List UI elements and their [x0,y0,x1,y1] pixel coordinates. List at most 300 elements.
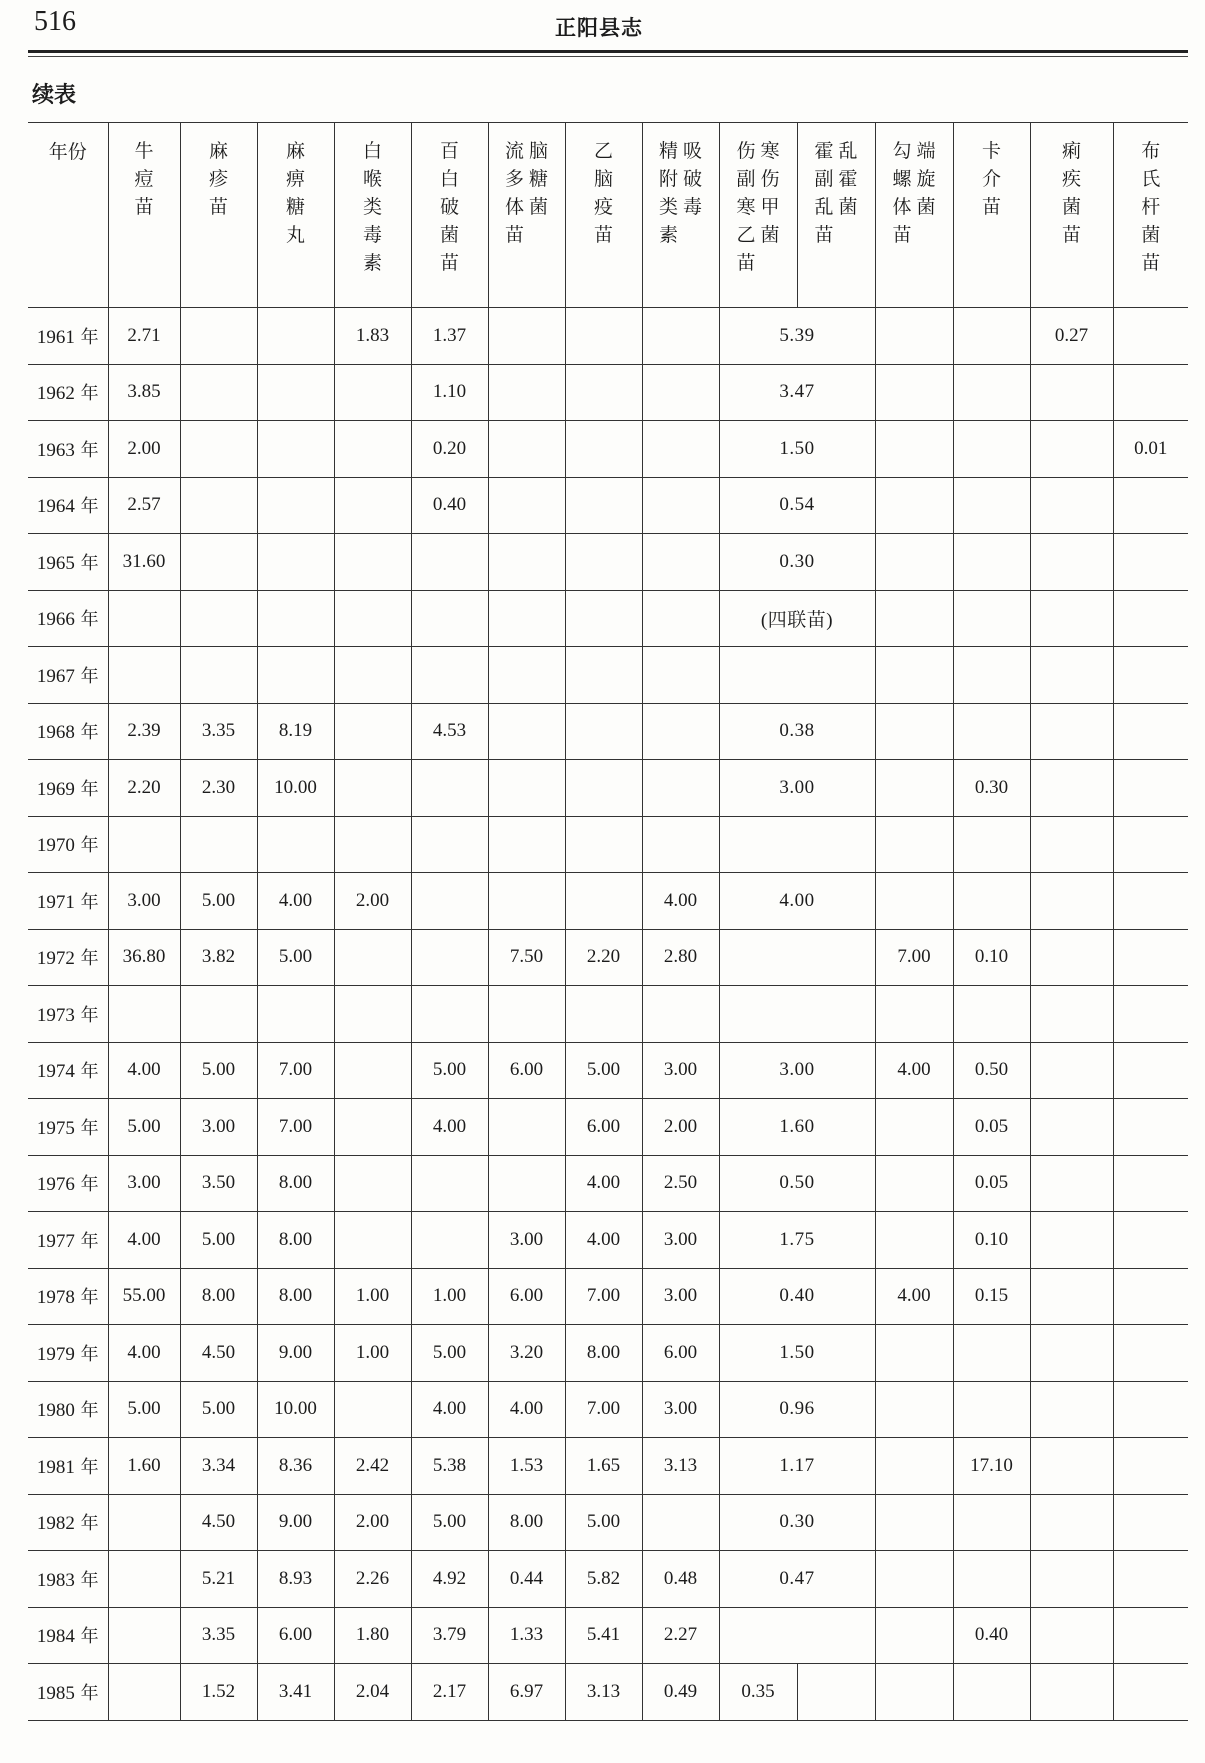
table-cell: 5.00 [565,1494,642,1551]
table-cell [565,760,642,817]
table-cell: 31.60 [108,534,180,591]
table-cell: 0.40 [411,477,488,534]
table-cell [1030,1664,1113,1721]
table-cell [411,816,488,873]
table-cell [875,1664,953,1721]
table-cell: 3.00 [180,1099,257,1156]
table-cell: 0.47 [719,1551,875,1608]
table-cell: 0.30 [953,760,1030,817]
table-row [28,477,1188,534]
table-cell: 4.00 [257,873,334,930]
year-cell: 1976 年 [28,1155,108,1212]
table-cell [875,1494,953,1551]
header-rule-thin [28,56,1188,57]
year-cell: 1984 年 [28,1607,108,1664]
table-cell: 3.79 [411,1607,488,1664]
table-cell [953,534,1030,591]
table-cell: 4.00 [719,873,875,930]
table-cell: 1.33 [488,1607,565,1664]
table-cell: 5.00 [180,873,257,930]
table-cell [875,1155,953,1212]
table-cell [953,1325,1030,1382]
table-cell [875,1325,953,1382]
table-cell: 3.41 [257,1664,334,1721]
table-cell: 0.96 [719,1381,875,1438]
table-cell: 6.00 [642,1325,719,1382]
table-cell [334,1155,411,1212]
table-cell [953,308,1030,365]
table-cell [565,534,642,591]
table-row [28,1042,1188,1099]
table-cell: 5.41 [565,1607,642,1664]
table-cell: 8.00 [257,1155,334,1212]
continued-table-label: 续表 [32,82,77,108]
table-cell: 6.00 [488,1268,565,1325]
table-cell: 5.39 [719,308,875,365]
table-cell [953,986,1030,1043]
table-cell [953,1551,1030,1608]
table-row [28,534,1188,591]
table-cell [1113,647,1188,704]
table-cell [1113,1325,1188,1382]
table-cell [108,1551,180,1608]
table-cell: 36.80 [108,929,180,986]
table-cell [488,760,565,817]
table-cell [334,703,411,760]
table-cell [1113,364,1188,421]
table-cell: 2.00 [334,1494,411,1551]
column-header: 麻 疹 苗 [180,123,257,308]
table-cell [797,1664,875,1721]
table-cell [411,647,488,704]
table-cell: 2.20 [108,760,180,817]
table-cell [953,703,1030,760]
table-cell [488,873,565,930]
year-cell: 1962 年 [28,364,108,421]
table-cell: 3.85 [108,364,180,421]
table-cell [411,929,488,986]
table-cell: 7.00 [257,1099,334,1156]
table-cell: 0.35 [719,1664,797,1721]
table-cell [875,1551,953,1608]
table-cell [875,647,953,704]
table-cell [875,534,953,591]
table-cell [488,421,565,478]
table-row [28,873,1188,930]
table-row [28,816,1188,873]
table-row [28,1664,1188,1721]
table-cell: 8.00 [257,1268,334,1325]
table-cell [334,477,411,534]
table-cell [334,647,411,704]
table-cell [1030,590,1113,647]
column-header: 乙 脑 疫 苗 [565,123,642,308]
year-cell: 1963 年 [28,421,108,478]
table-cell: 5.00 [180,1042,257,1099]
table-cell [565,477,642,534]
table-cell [488,703,565,760]
table-cell [875,1381,953,1438]
column-header: 百 白 破 菌 苗 [411,123,488,308]
table-cell [108,816,180,873]
column-header: 白 喉 类 毒 素 [334,123,411,308]
table-cell: 0.48 [642,1551,719,1608]
table-cell [565,590,642,647]
table-cell: 0.40 [719,1268,875,1325]
table-cell: 4.00 [488,1381,565,1438]
table-cell [1030,760,1113,817]
table-cell: 0.49 [642,1664,719,1721]
table-cell [875,1212,953,1269]
table-cell [875,873,953,930]
table-cell [1030,1099,1113,1156]
table-cell [565,364,642,421]
table-cell: 1.00 [411,1268,488,1325]
table-cell: 8.19 [257,703,334,760]
table-row [28,364,1188,421]
table-cell [642,364,719,421]
table-cell [875,1438,953,1495]
table-cell: 4.50 [180,1325,257,1382]
table-cell [488,364,565,421]
table-cell [108,1664,180,1721]
table-cell [488,986,565,1043]
table-cell [953,477,1030,534]
table-cell [108,590,180,647]
column-header: 精 附 类 素 吸 破 毒 [642,123,719,308]
table-cell [1030,421,1113,478]
table-cell: 6.97 [488,1664,565,1721]
table-cell [565,873,642,930]
table-cell: 3.35 [180,703,257,760]
table-cell: 3.00 [642,1212,719,1269]
table-cell [180,477,257,534]
table-cell [1030,703,1113,760]
table-cell: 5.38 [411,1438,488,1495]
table-cell: 1.37 [411,308,488,365]
table-cell: 3.13 [565,1664,642,1721]
column-header: 霍 副 乱 苗 乱 霍 菌 [797,123,875,308]
table-cell: 5.00 [411,1494,488,1551]
table-cell: 1.50 [719,421,875,478]
table-cell [642,308,719,365]
table-cell: 2.26 [334,1551,411,1608]
year-cell: 1969 年 [28,760,108,817]
table-cell: 1.60 [108,1438,180,1495]
table-cell [1113,1664,1188,1721]
table-cell: 4.00 [875,1042,953,1099]
table-cell [1113,986,1188,1043]
table-cell [334,534,411,591]
table-cell [411,873,488,930]
table-row [28,590,1188,647]
table-row [28,1099,1188,1156]
table-cell [1030,1155,1113,1212]
year-cell: 1967 年 [28,647,108,704]
table-cell: 3.00 [642,1381,719,1438]
year-cell: 1975 年 [28,1099,108,1156]
table-cell: 2.20 [565,929,642,986]
table-row [28,421,1188,478]
table-cell [180,986,257,1043]
table-cell [257,816,334,873]
table-cell: 3.13 [642,1438,719,1495]
column-header: 流 多 体 苗 脑 糖 菌 [488,123,565,308]
table-row [28,1212,1188,1269]
table-cell: 6.00 [257,1607,334,1664]
table-cell [180,647,257,704]
table-row [28,1268,1188,1325]
table-cell [642,647,719,704]
table-cell: 2.71 [108,308,180,365]
table-cell [565,647,642,704]
table-cell [875,364,953,421]
year-cell: 1964 年 [28,477,108,534]
table-cell [1030,534,1113,591]
table-cell [953,1381,1030,1438]
table-cell [1113,534,1188,591]
table-cell [642,1494,719,1551]
table-cell [1113,1099,1188,1156]
table-cell: 0.10 [953,1212,1030,1269]
table-cell [875,1607,953,1664]
year-cell: 1980 年 [28,1381,108,1438]
table-cell [411,1155,488,1212]
table-cell [719,986,875,1043]
table-cell: 2.27 [642,1607,719,1664]
table-cell [334,760,411,817]
table-cell [1030,1551,1113,1608]
table-cell [257,986,334,1043]
table-cell: 3.00 [642,1268,719,1325]
table-cell: 1.17 [719,1438,875,1495]
table-cell: 1.80 [334,1607,411,1664]
table-cell: 6.00 [488,1042,565,1099]
table-cell [565,986,642,1043]
table-cell [1030,477,1113,534]
table-cell [488,308,565,365]
column-header: 痢 疾 菌 苗 [1030,123,1113,308]
table-cell: 7.00 [257,1042,334,1099]
year-cell: 1972 年 [28,929,108,986]
table-cell [953,590,1030,647]
table-cell: 1.50 [719,1325,875,1382]
table-cell [180,816,257,873]
year-cell: 1974 年 [28,1042,108,1099]
table-cell [108,1494,180,1551]
table-cell [1030,1268,1113,1325]
column-header: 卡 介 苗 [953,123,1030,308]
table-cell [875,703,953,760]
table-cell: 1.60 [719,1099,875,1156]
table-cell: 8.00 [565,1325,642,1382]
table-cell: 5.82 [565,1551,642,1608]
table-cell: 10.00 [257,760,334,817]
table-cell [334,986,411,1043]
table-cell [1030,1212,1113,1269]
table-cell [1030,816,1113,873]
table-cell [334,1042,411,1099]
table-body [28,308,1188,1721]
table-row [28,647,1188,704]
year-cell: 1968 年 [28,703,108,760]
table-cell: 3.35 [180,1607,257,1664]
table-cell: 1.83 [334,308,411,365]
table-cell [953,647,1030,704]
table-cell: 0.38 [719,703,875,760]
table-cell: 4.00 [565,1212,642,1269]
year-cell: 1965 年 [28,534,108,591]
table-cell [334,816,411,873]
table-row [28,1494,1188,1551]
table-cell [1113,1042,1188,1099]
table-row [28,986,1188,1043]
table-cell: 2.57 [108,477,180,534]
table-cell: 3.50 [180,1155,257,1212]
table-cell [1030,1325,1113,1382]
table-cell: 3.00 [719,760,875,817]
table-cell: 0.50 [719,1155,875,1212]
table-cell: 1.00 [334,1268,411,1325]
table-row [28,760,1188,817]
table-cell [642,534,719,591]
table-row [28,308,1188,365]
table-cell [642,816,719,873]
table-cell [1113,477,1188,534]
column-header: 勾 螺 体 苗 端 旋 菌 [875,123,953,308]
table-cell [875,816,953,873]
table-cell [1030,1438,1113,1495]
year-cell: 1966 年 [28,590,108,647]
page-number: 516 [34,6,76,37]
table-cell: 0.27 [1030,308,1113,365]
table-cell [1113,873,1188,930]
table-cell [334,364,411,421]
table-cell [411,1212,488,1269]
table-cell [875,1099,953,1156]
table-cell [334,590,411,647]
table-cell [719,1607,875,1664]
table-cell [257,421,334,478]
table-cell [257,590,334,647]
table-cell [1113,1494,1188,1551]
table-cell [1113,1607,1188,1664]
table-cell [953,873,1030,930]
table-cell [875,421,953,478]
table-cell [953,816,1030,873]
year-cell: 1978 年 [28,1268,108,1325]
table-cell: 4.00 [411,1099,488,1156]
table-cell [257,647,334,704]
table-cell [719,929,875,986]
table-cell [334,1212,411,1269]
year-cell: 1985 年 [28,1664,108,1721]
table-cell: 0.50 [953,1042,1030,1099]
table-cell [1030,873,1113,930]
table-cell [334,421,411,478]
table-cell: 0.10 [953,929,1030,986]
table-cell [257,308,334,365]
table-cell [953,364,1030,421]
table-cell: (四联苗) [719,590,875,647]
table-cell: 3.00 [488,1212,565,1269]
table-cell [1113,1212,1188,1269]
table-cell [180,590,257,647]
table-cell [334,1381,411,1438]
table-cell: 1.75 [719,1212,875,1269]
table-cell [1113,308,1188,365]
table-cell [642,703,719,760]
table-cell: 1.10 [411,364,488,421]
table-cell: 0.44 [488,1551,565,1608]
table-cell: 8.00 [488,1494,565,1551]
year-cell: 1973 年 [28,986,108,1043]
table-cell: 5.00 [180,1212,257,1269]
table-cell: 7.00 [875,929,953,986]
table-cell [1030,929,1113,986]
table-cell [1113,760,1188,817]
table-cell: 5.00 [411,1042,488,1099]
table-cell [257,364,334,421]
table-cell [257,477,334,534]
table-cell [953,421,1030,478]
table-cell [565,308,642,365]
table-cell: 4.00 [411,1381,488,1438]
table-cell [642,590,719,647]
year-cell: 1981 年 [28,1438,108,1495]
table-cell [565,703,642,760]
table-cell [180,308,257,365]
table-cell: 1.53 [488,1438,565,1495]
table-cell: 5.00 [108,1381,180,1438]
table-cell: 2.39 [108,703,180,760]
table-cell: 5.21 [180,1551,257,1608]
table-cell: 2.17 [411,1664,488,1721]
table-cell [719,647,875,704]
table-cell: 2.00 [108,421,180,478]
table-cell [642,986,719,1043]
table-cell: 4.00 [108,1042,180,1099]
table-cell [488,534,565,591]
table-cell: 1.52 [180,1664,257,1721]
year-cell: 1971 年 [28,873,108,930]
table-cell [642,477,719,534]
table-cell [642,760,719,817]
table-cell [488,477,565,534]
table-cell [1113,1438,1188,1495]
table-cell: 9.00 [257,1325,334,1382]
table-cell [488,1155,565,1212]
table-cell: 0.30 [719,1494,875,1551]
table-cell [108,1607,180,1664]
table-cell: 3.00 [642,1042,719,1099]
year-cell: 1977 年 [28,1212,108,1269]
table-row [28,1381,1188,1438]
book-title: 正阳县志 [555,15,643,40]
table-cell: 4.53 [411,703,488,760]
table-cell: 0.40 [953,1607,1030,1664]
table-cell: 2.00 [642,1099,719,1156]
column-header: 伤 副 寒 乙 苗 寒 伤 甲 菌 [719,123,797,308]
table-cell [411,760,488,817]
table-cell [875,760,953,817]
column-header: 布 氏 杆 菌 苗 [1113,123,1188,308]
table-cell: 8.36 [257,1438,334,1495]
year-cell: 1970 年 [28,816,108,873]
table-cell: 17.10 [953,1438,1030,1495]
table-cell: 4.00 [875,1268,953,1325]
table-cell: 4.92 [411,1551,488,1608]
